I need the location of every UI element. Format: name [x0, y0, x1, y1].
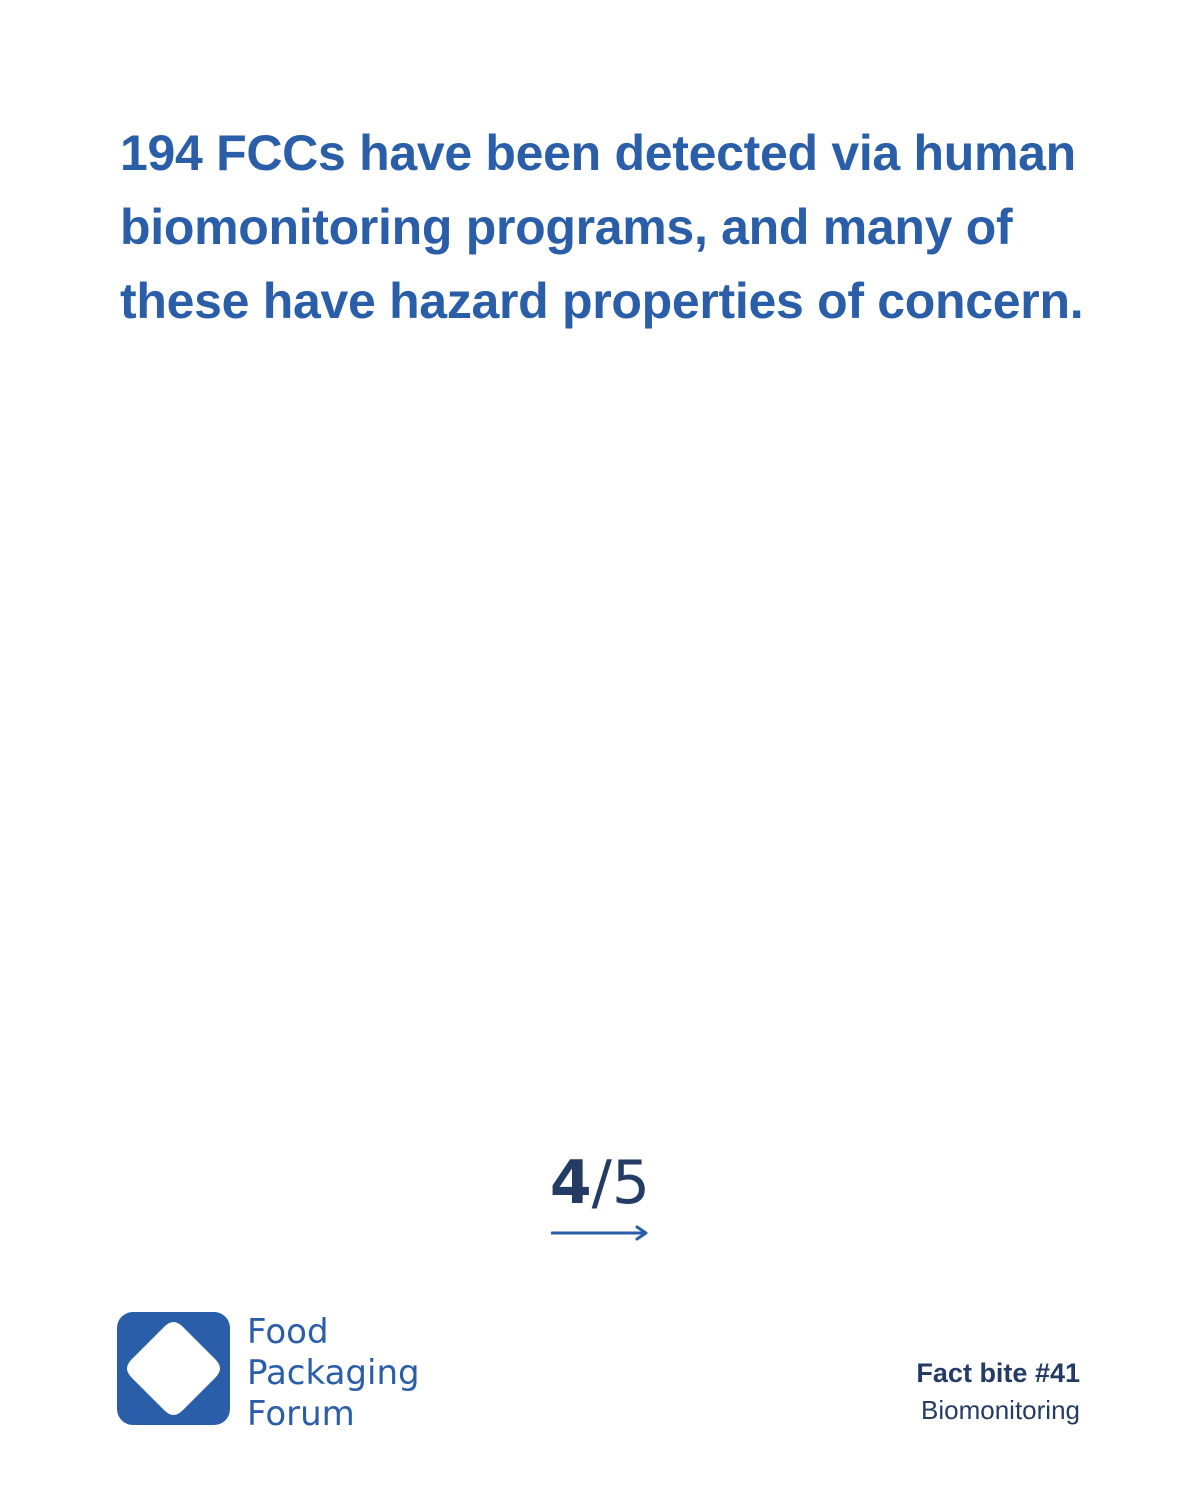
brand-logo [117, 1312, 437, 1432]
fact-bite-topic: Biomonitoring [921, 1395, 1080, 1425]
fact-bite-title: Fact bite #41 [916, 1358, 1080, 1388]
brand-line-1: Food [247, 1312, 329, 1352]
brand-line-3: Forum [247, 1394, 355, 1434]
pager-total: 5 [611, 1148, 651, 1218]
pager-current: 4 [549, 1148, 592, 1218]
fact-bite-caption [916, 1355, 1080, 1429]
slide-pager [0, 1145, 1200, 1221]
pager-separator: / [591, 1148, 612, 1218]
arrow-right-icon[interactable] [551, 1223, 649, 1243]
brand-wordmark [247, 1312, 420, 1435]
rounded-diamond-logo-icon [117, 1312, 230, 1425]
headline: 194 FCCs have been detected via human biomonitoring programs, and many of these have hazard properties of concern. [120, 125, 1084, 329]
brand-line-2: Packaging [247, 1353, 420, 1393]
